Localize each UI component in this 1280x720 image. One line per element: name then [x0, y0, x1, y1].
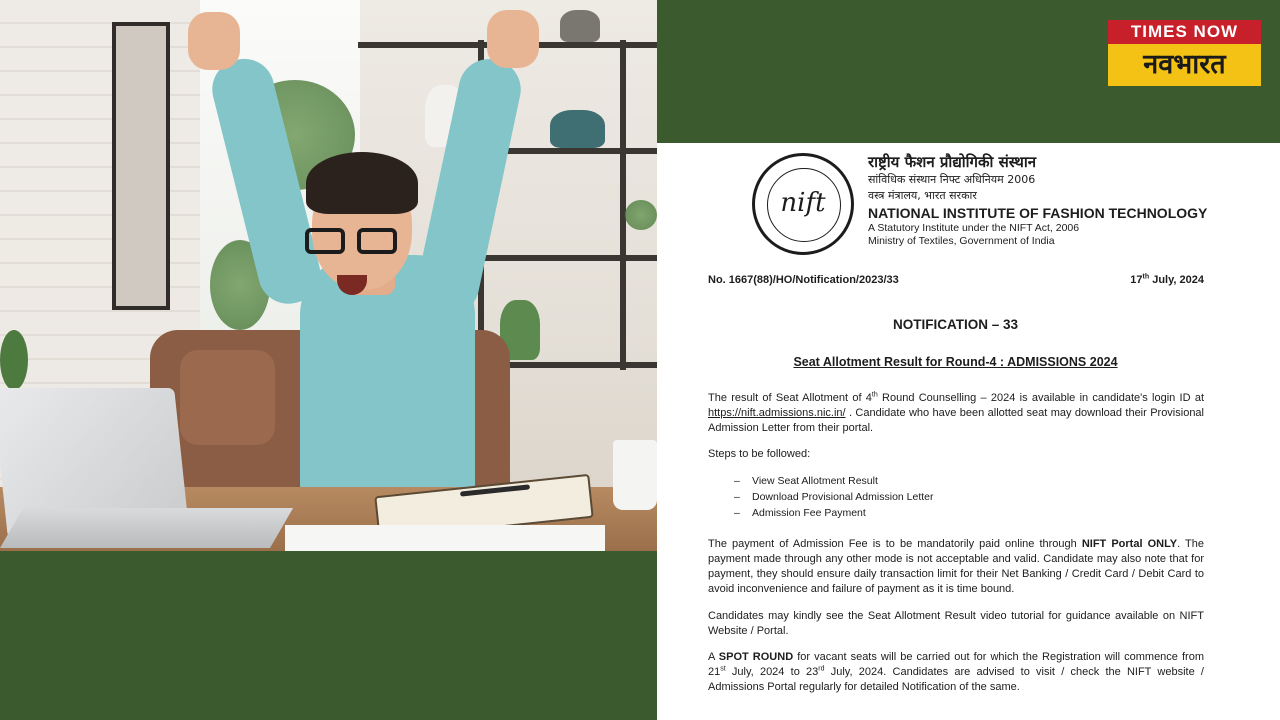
admissions-link[interactable]: https://nift.admissions.nic.in/ — [708, 407, 846, 419]
left-fist — [188, 12, 240, 70]
statutory-line: A Statutory Institute under the NIFT Act, 2006 — [868, 222, 1080, 234]
nift-notification-document — [657, 143, 1280, 720]
paragraph-result: The result of Seat Allotment of 4th Round Counselling – 2024 is available in candidate's login ID at https://nift.admissions.nic.in/ . Candidate who have been allotted seat may download their Provisional Admission Letter from their portal. — [708, 391, 1205, 434]
institute-name: NATIONAL INSTITUTE OF FASHION TECHNOLOGY — [868, 205, 1208, 221]
letterhead — [752, 153, 1208, 263]
cushion — [180, 350, 275, 445]
list-item: – Download Provisional Admission Letter — [734, 491, 934, 503]
notification-date: 17th July, 2024 — [1130, 273, 1204, 286]
shelf-post — [620, 40, 626, 370]
logo-top: TIMES NOW — [1108, 20, 1261, 44]
seal-mark: nift — [780, 188, 826, 218]
ministry-line: Ministry of Textiles, Government of India — [868, 235, 1055, 247]
hindi-ministry: वस्त्र मंत्रालय, भारत सरकार — [868, 189, 977, 202]
hindi-statutory: सांविधिक संस्थान निफ्ट अधिनियम 2006 — [868, 173, 1036, 186]
list-item: – View Seat Allotment Result — [734, 475, 878, 487]
coffee-mug — [613, 440, 657, 510]
hair — [306, 152, 418, 214]
logo-bottom: नवभारत — [1108, 44, 1261, 86]
paragraph-tutorial: Candidates may kindly see the Seat Allotment Result video tutorial for guidance available on NIFT Website / Portal. — [708, 610, 1204, 637]
right-fist — [487, 10, 539, 68]
notification-subtitle: Seat Allotment Result for Round-4 : ADMISSIONS 2024 — [793, 355, 1118, 369]
paper-sheets — [285, 525, 605, 551]
laptop-keyboard — [0, 508, 293, 548]
steps-heading: Steps to be followed: — [708, 448, 811, 460]
notification-title: NOTIFICATION – 33 — [892, 317, 1018, 332]
hindi-institute-name: राष्ट्रीय फैशन प्रौद्योगिकी संस्थान — [868, 153, 1037, 171]
shelf — [478, 255, 657, 261]
list-item: – Admission Fee Payment — [734, 507, 866, 519]
paragraph-spot-round: A SPOT ROUND for vacant seats will be carried out for which the Registration will commence from 21st July, 2024 to 23rd July, 2024. Candidates are advised to visit / check the NIFT website / Admissions Portal regularly for detailed Notification of the same. — [708, 651, 1204, 693]
hero-photo — [0, 0, 657, 551]
glasses-icon — [305, 228, 405, 258]
wall-picture-frame — [112, 22, 170, 310]
box — [550, 110, 605, 148]
paragraph-payment: The payment of Admission Fee is to be mandatorily paid online through NIFT Portal ONLY. The payment made through any other mode is not acceptable and valid. Candidate may also note that for payment, they should ensure daily transaction limit for their Net Banking / Credit Card / Debit Card to avoid inconvenience and failure of payment as it is time bound. — [708, 538, 1204, 595]
timesnow-navbharat-logo — [1108, 20, 1261, 86]
nift-seal-icon — [752, 153, 854, 255]
reference-number: No. 1667(88)/HO/Notification/2023/33 — [708, 274, 899, 286]
plant — [0, 330, 28, 390]
plant — [625, 200, 657, 230]
bowl — [560, 10, 600, 42]
